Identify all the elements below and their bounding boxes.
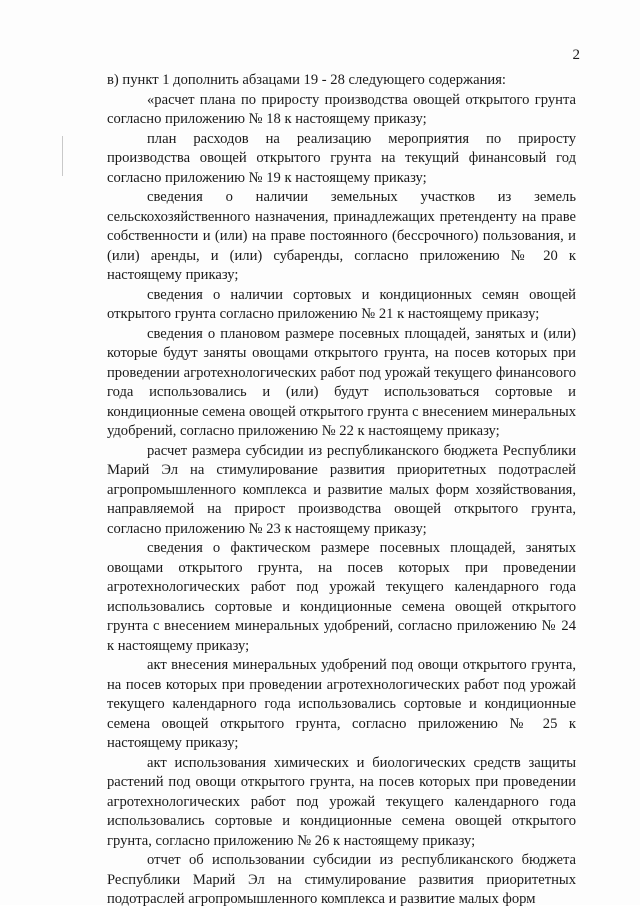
paragraph: расчет размера субсидии из республиканского бюджета Республики Марий Эл на стимулирование развития приоритетных подотраслей агропромышленного комплекса и развитие малых форм хозяйствования, направляемой на прирост производства овощей открытого грунта, согласно приложению № 23 к настоящему приказу; [107, 442, 576, 537]
paragraph: сведения о плановом размере посевных площадей, занятых и (или) которые будут заняты овощами открытого грунта, на посев которых при проведении агротехнологических работ под урожай текущего финансового года использовались и (или) будут использоваться сортовые и кондиционные семена овощей открытого грунта с внесением минеральных удобрений, согласно приложению № 22 к настоящему приказу; [107, 325, 576, 439]
intro-paragraph: в) пункт 1 дополнить абзацами 19 - 28 следующего содержания: [107, 72, 506, 88]
paragraph: акт использования химических и биологических средств защиты растений под овощи открытого грунта, на посев которых при проведении агротехнологических работ под урожай текущего календарного года использовались сортовые и кондиционные семена овощей открытого грунта, согласно приложению № 26 к настоящему приказу; [107, 754, 576, 849]
paragraph: акт внесения минеральных удобрений под овощи открытого грунта, на посев которых при проведении агротехнологических работ под урожай текущего календарного года использовались сортовые и кондиционные семена овощей открытого грунта, согласно приложению № 25 к настоящему приказу; [107, 657, 576, 751]
paragraph: отчет об использовании субсидии из республиканского бюджета Республики Марий Эл на стимулирование развития приоритетных подотраслей агропромышленного комплекса и развитие малых форм [107, 852, 576, 907]
document-body [107, 71, 576, 910]
paragraph: план расходов на реализацию мероприятия по приросту производства овощей открытого грунта на текущий финансовый год согласно приложению № 19 к настоящему приказу; [107, 130, 576, 186]
page-number: 2 [572, 47, 580, 63]
paragraph: сведения о наличии сортовых и кондиционных семян овощей открытого грунта согласно приложению № 21 к настоящему приказу; [107, 286, 576, 322]
paragraph: «расчет плана по приросту производства овощей открытого грунта согласно приложению № 18 к настоящему приказу; [107, 91, 576, 127]
paragraph: сведения о наличии земельных участков из земель сельскохозяйственного назначения, принадлежащих претенденту на праве собственности и (или) на праве постоянного (бессрочного) пользования, и (или) аренды, и (или) субаренды, согласно приложению № 20 к настоящему приказу; [107, 189, 576, 283]
paragraph: сведения о фактическом размере посевных площадей, занятых овощами открытого грунта, на посев которых при проведении агротехнологических работ под урожай текущего календарного года использовались сортовые и кондиционные семена овощей открытого грунта с внесением минеральных удобрений, согласно приложению № 24 к настоящему приказу; [107, 540, 576, 654]
scan-artifact-line [62, 136, 63, 176]
